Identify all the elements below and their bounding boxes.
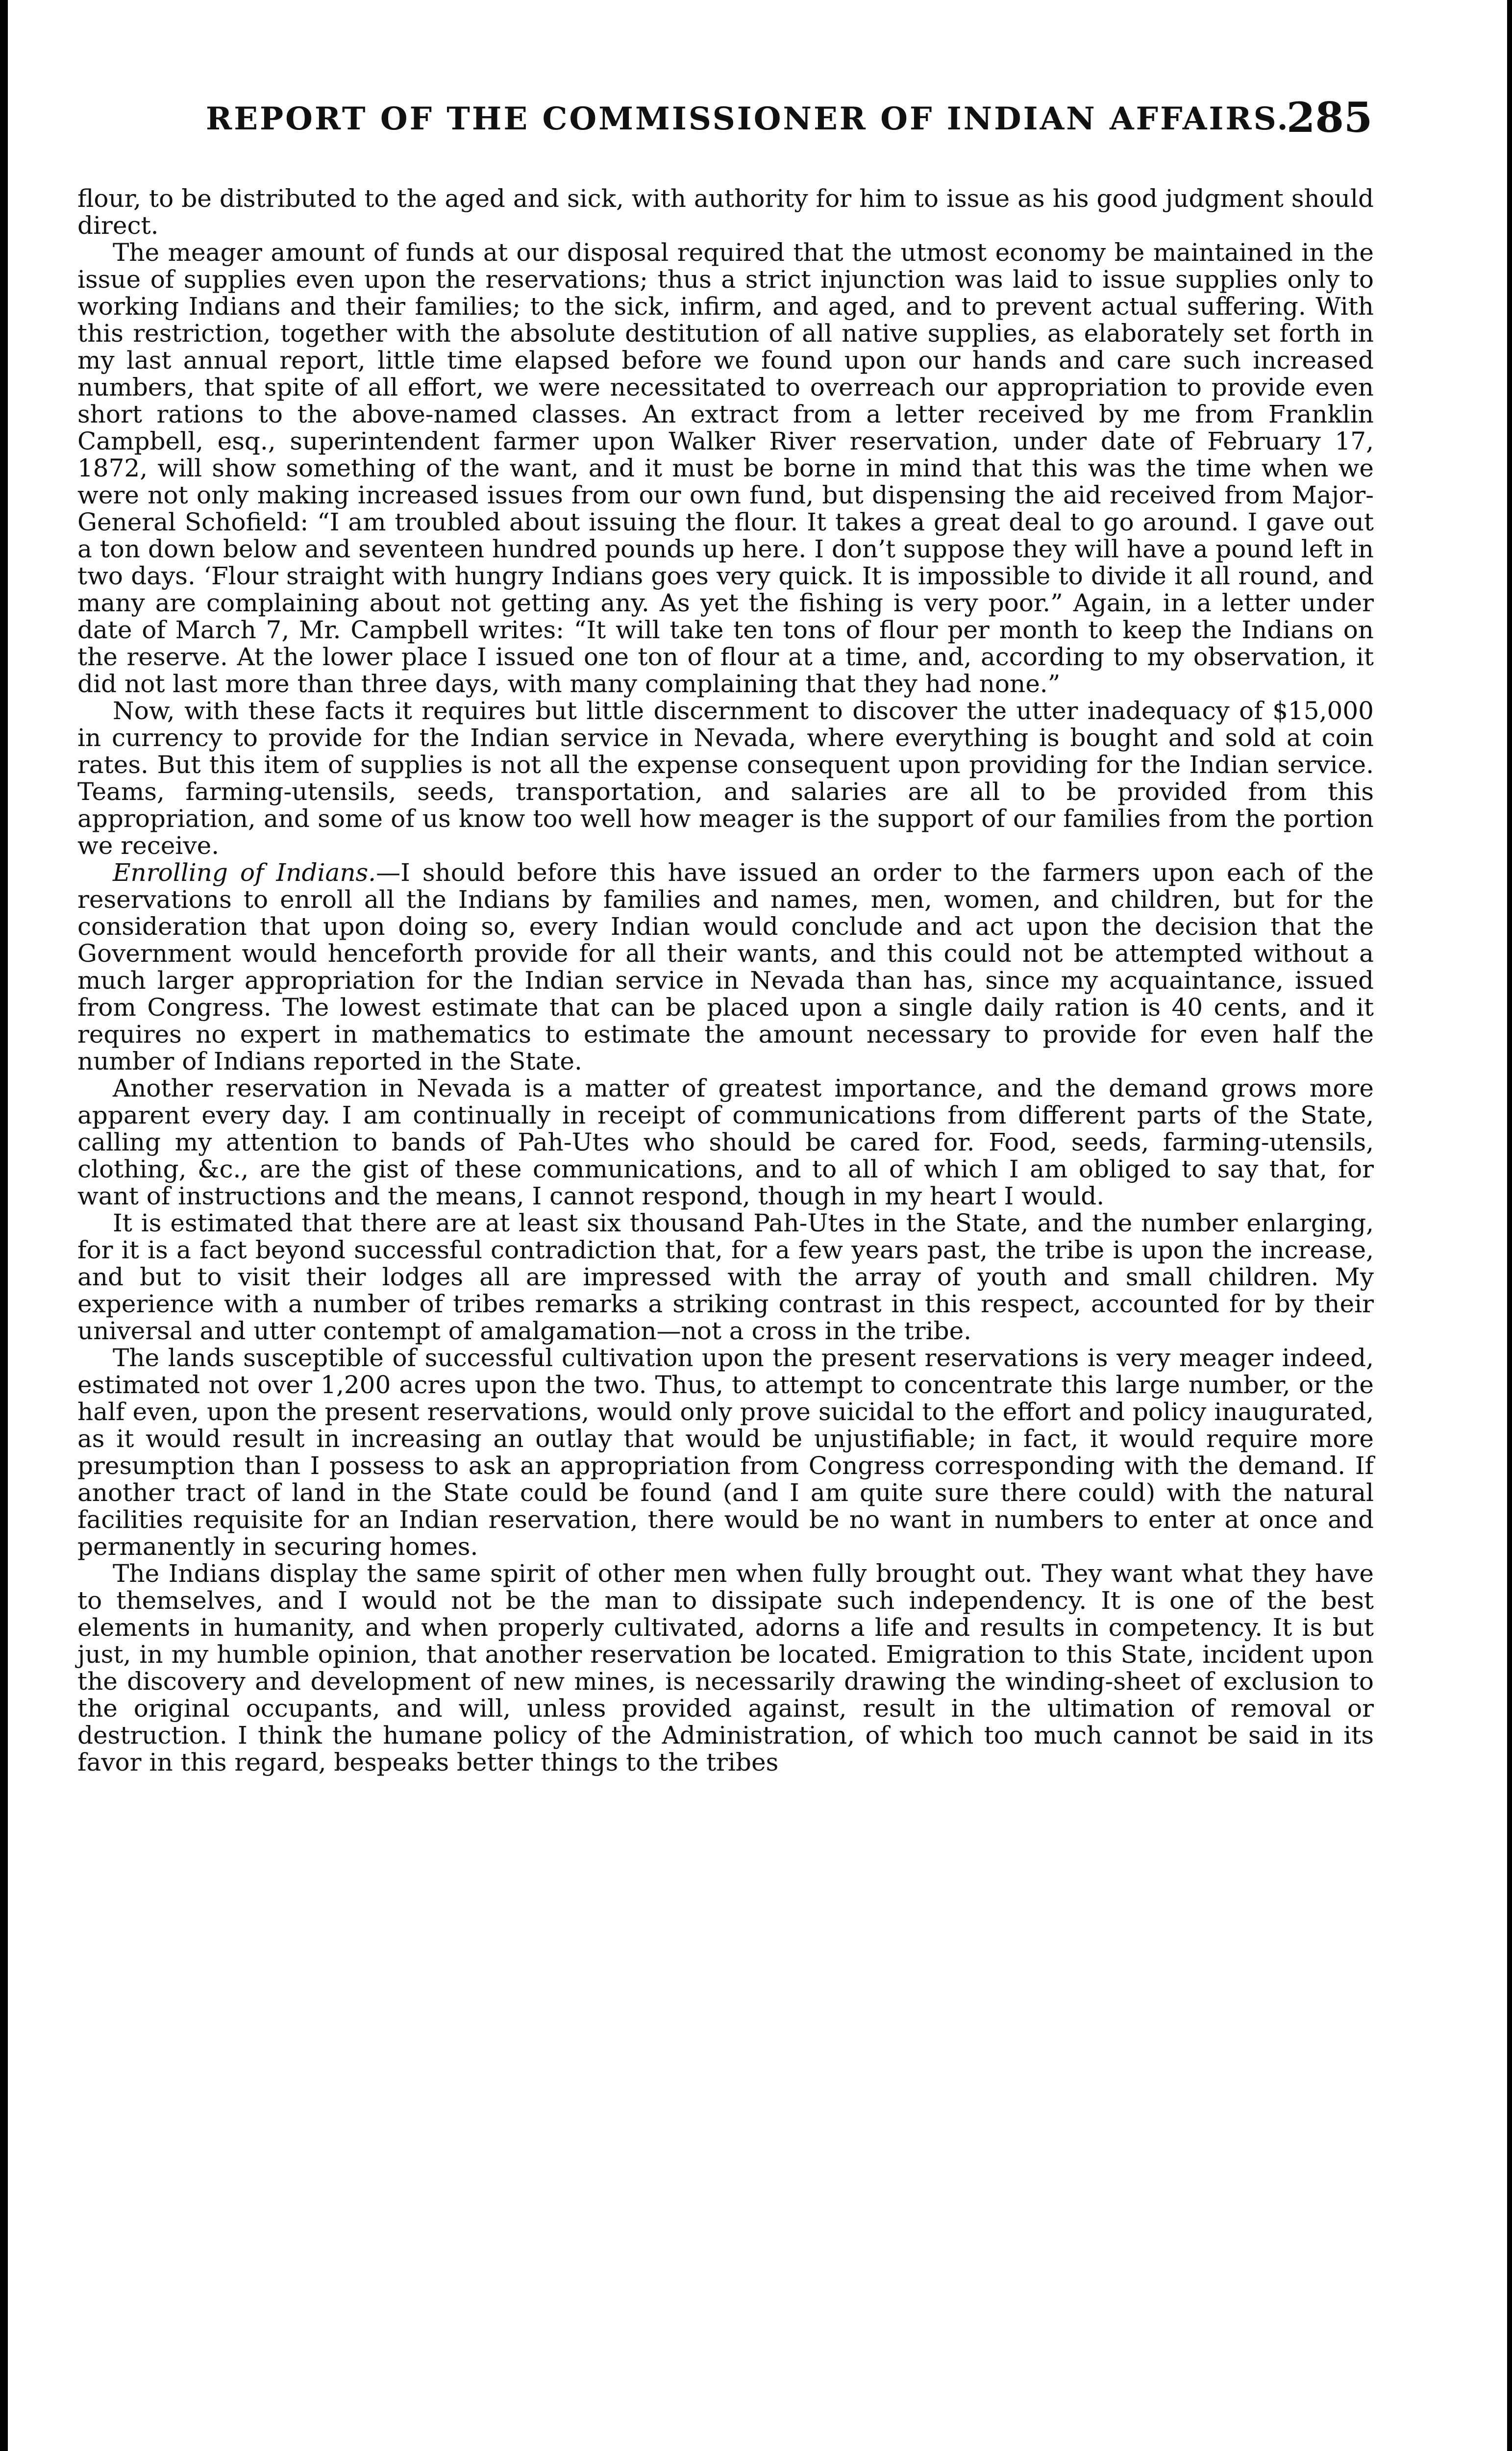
- scan-edge-left: [0, 0, 8, 2451]
- paragraph-text: The lands susceptible of successful cultivation upon the present reservations is very meager indeed, estimated not over 1,200 acres upon the two. Thus, to attempt to concentrate this large number, or the half even, upon the present reservations, would only prove suicidal to the effort and policy inaugurated, as it would result in increasing an outlay that would be unjustifiable; in fact, it would require more presumption than I possess to ask an appropriation from Congress corresponding with the demand. If another tract of land in the State could be found (and I am quite sure there could) with the natural facilities requisite for an Indian reservation, there would be no want in numbers to enter at once and permanently in securing homes.: [77, 1344, 1374, 1561]
- paragraph: [77, 1075, 1374, 1210]
- paragraph-text: flour, to be distributed to the aged and sick, with authority for him to issue as his good judgment should direct.: [77, 184, 1374, 240]
- paragraph: [77, 1345, 1374, 1560]
- body-text: [77, 185, 1374, 1776]
- paragraph-text: The Indians display the same spirit of other men when fully brought out. They want what they have to themselves, and I would not be the man to dissipate such independency. It is one of the best elements in humanity, and when properly cultivated, adorns a life and results in competency. It is but just, in my humble opinion, that another reservation be located. Emigration to this State, incident upon the discovery and development of new mines, is necessarily drawing the winding-sheet of exclusion to the original occupants, and will, unless provided against, result in the ultimation of removal or destruction. I think the humane policy of the Administration, of which too much cannot be said in its favor in this regard, bespeaks better things to the tribes: [77, 1559, 1374, 1776]
- paragraph-text: Now, with these facts it requires but little discernment to discover the utter inadequacy of $15,000 in currency to provide for the Indian service in Nevada, where everything is bought and sold at coin rates. But this item of supplies is not all the expense consequent upon providing for the Indian service. Teams, farming-utensils, seeds, transportation, and salaries are all to be provided from this appropriation, and some of us know too well how meager is the support of our families from the portion we receive.: [77, 697, 1374, 860]
- paragraph: [77, 1560, 1374, 1776]
- scan-edge-right: [1507, 0, 1512, 2451]
- section-heading: Enrolling of Indians.: [113, 858, 376, 887]
- page-number: 285: [1287, 93, 1373, 142]
- paragraph-text: —I should before this have issued an order to the farmers upon each of the reservations to enroll all the Indians by families and names, men, women, and children, but for the consideration that upon doing so, every Indian would conclude and act upon the decision that the Government would henceforth provide for all their wants, and this could not be attempted without a much larger appropriation for the Indian service in Nevada than has, since my acquaintance, issued from Congress. The lowest estimate that can be placed upon a single daily ration is 40 cents, and it requires no expert in mathematics to estimate the amount necessary to provide for even half the number of Indians reported in the State.: [77, 858, 1374, 1075]
- paragraph: [77, 1210, 1374, 1345]
- paragraph: [77, 859, 1374, 1075]
- paragraph: [77, 239, 1374, 698]
- paragraph: [77, 185, 1374, 239]
- paragraph-text: It is estimated that there are at least six thousand Pah-Utes in the State, and the number enlarging, for it is a fact beyond successful contradiction that, for a few years past, the tribe is upon the increase, and but to visit their lodges all are impressed with the array of youth and small children. My experience with a number of tribes remarks a striking contrast in this respect, accounted for by their universal and utter contempt of amalgamation—not a cross in the tribe.: [77, 1209, 1374, 1345]
- paragraph-text: Another reservation in Nevada is a matter of greatest importance, and the demand grows more apparent every day. I am continually in receipt of communications from different parts of the State, calling my attention to bands of Pah-Utes who should be cared for. Food, seeds, farming-utensils, clothing, &c., are the gist of these communications, and to all of which I am obliged to say that, for want of instructions and the means, I cannot respond, though in my heart I would.: [77, 1074, 1374, 1210]
- running-title: REPORT OF THE COMMISSIONER OF INDIAN AFFAIRS.: [206, 100, 1290, 137]
- paragraph-text: The meager amount of funds at our disposal required that the utmost economy be maintained in the issue of supplies even upon the reservations; thus a strict injunction was laid to issue supplies only to working Indians and their families; to the sick, infirm, and aged, and to prevent actual suffering. With this restriction, together with the absolute destitution of all native supplies, as elaborately set forth in my last annual report, little time elapsed before we found upon our hands and care such increased numbers, that spite of all effort, we were necessitated to overreach our appropriation to provide even short rations to the above-named classes. An extract from a letter received by me from Franklin Campbell, esq., superintendent farmer upon Walker River reservation, under date of February 17, 1872, will show something of the want, and it must be borne in mind that this was the time when we were not only making increased issues from our own fund, but dispensing the aid received from Major-General Schofield: “I am troubled about issuing the flour. It takes a great deal to go around. I gave out a ton down below and seventeen hundred pounds up here. I don’t suppose they will have a pound left in two days. ‘Flour straight with hungry Indians goes very quick. It is impossible to divide it all round, and many are complaining about not getting any. As yet the fishing is very poor.” Again, in a letter under date of March 7, Mr. Campbell writes: “It will take ten tons of flour per month to keep the Indians on the reserve. At the lower place I issued one ton of flour at a time, and, according to my observation, it did not last more than three days, with many complaining that they had none.”: [77, 238, 1374, 698]
- paragraph: [77, 698, 1374, 859]
